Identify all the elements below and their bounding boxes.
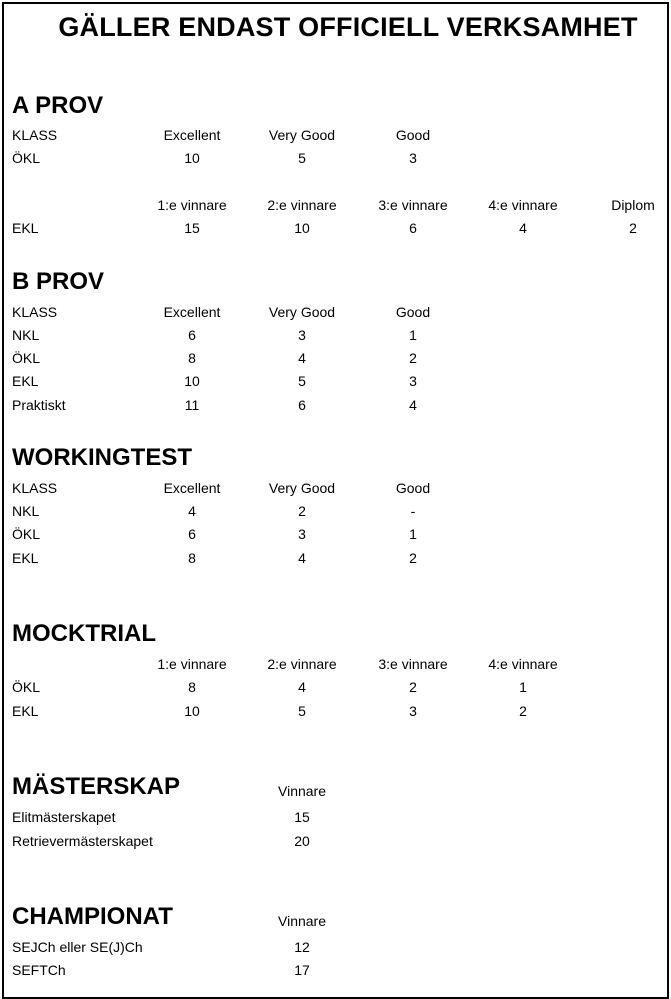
a-prov-header2-diplom: Diplom bbox=[611, 197, 655, 213]
a-prov-row-label: ÖKL bbox=[12, 150, 41, 166]
mocktrial-header-3: 3:e vinnare bbox=[378, 656, 448, 672]
mocktrial-cell: 5 bbox=[298, 703, 306, 719]
a-prov-header-klass: KLASS bbox=[12, 127, 58, 143]
mocktrial-cell: 1 bbox=[519, 679, 527, 695]
b-prov-cell: 11 bbox=[184, 397, 200, 413]
b-prov-header-very-good: Very Good bbox=[268, 304, 336, 320]
a-prov-header-excellent: Excellent bbox=[163, 127, 221, 143]
b-prov-cell: 5 bbox=[298, 373, 306, 389]
a-prov-cell: 10 bbox=[184, 150, 200, 166]
workingtest-cell: 3 bbox=[298, 526, 306, 542]
workingtest-row-label: NKL bbox=[12, 503, 40, 519]
a-prov-header2-1: 1:e vinnare bbox=[157, 197, 227, 213]
workingtest-header-excellent: Excellent bbox=[163, 480, 221, 496]
masterskap-cell: 15 bbox=[294, 809, 310, 825]
a-prov-header2-2: 2:e vinnare bbox=[267, 197, 337, 213]
championat-cell: 12 bbox=[294, 939, 310, 955]
b-prov-row-label: NKL bbox=[12, 327, 40, 343]
b-prov-cell: 8 bbox=[188, 350, 196, 366]
workingtest-row-label: EKL bbox=[12, 550, 39, 566]
workingtest-cell: 2 bbox=[298, 503, 306, 519]
masterskap-cell: 20 bbox=[294, 833, 310, 849]
workingtest-header-klass: KLASS bbox=[12, 480, 58, 496]
mocktrial-cell: 2 bbox=[519, 703, 527, 719]
a-prov-header2-4: 4:e vinnare bbox=[488, 197, 558, 213]
b-prov-cell: 4 bbox=[409, 397, 417, 413]
b-prov-row-label: Praktiskt bbox=[12, 397, 66, 413]
workingtest-row-label: ÖKL bbox=[12, 526, 41, 542]
section-heading-a-prov: A PROV bbox=[12, 92, 104, 119]
b-prov-cell: 4 bbox=[298, 350, 306, 366]
a-prov-header2-3: 3:e vinnare bbox=[378, 197, 448, 213]
masterskap-header-vinnare: Vinnare bbox=[277, 783, 327, 799]
workingtest-cell: 8 bbox=[188, 550, 196, 566]
mocktrial-header-2: 2:e vinnare bbox=[267, 656, 337, 672]
mocktrial-header-4: 4:e vinnare bbox=[488, 656, 558, 672]
workingtest-header-good: Good bbox=[395, 480, 431, 496]
a-prov-row-label: EKL bbox=[12, 220, 39, 236]
a-prov-cell: 3 bbox=[409, 150, 417, 166]
mocktrial-cell: 4 bbox=[298, 679, 306, 695]
b-prov-cell: 1 bbox=[409, 327, 417, 343]
b-prov-header-klass: KLASS bbox=[12, 304, 58, 320]
b-prov-row-label: EKL bbox=[12, 373, 39, 389]
workingtest-cell: - bbox=[410, 503, 416, 519]
b-prov-header-good: Good bbox=[395, 304, 431, 320]
masterskap-row-label: Retrievermästerskapet bbox=[12, 833, 153, 849]
a-prov-cell: 6 bbox=[409, 220, 417, 236]
mocktrial-row-label: EKL bbox=[12, 703, 39, 719]
workingtest-cell: 1 bbox=[409, 526, 417, 542]
b-prov-cell: 10 bbox=[184, 373, 200, 389]
championat-row-label: SEJCh eller SE(J)Ch bbox=[12, 939, 143, 955]
workingtest-header-very-good: Very Good bbox=[268, 480, 336, 496]
a-prov-cell: 5 bbox=[298, 150, 306, 166]
a-prov-header-good: Good bbox=[395, 127, 431, 143]
workingtest-cell: 6 bbox=[188, 526, 196, 542]
workingtest-cell: 4 bbox=[188, 503, 196, 519]
b-prov-cell: 6 bbox=[298, 397, 306, 413]
championat-header-vinnare: Vinnare bbox=[277, 913, 327, 929]
section-heading-b-prov: B PROV bbox=[12, 268, 105, 295]
masterskap-row-label: Elitmästerskapet bbox=[12, 809, 116, 825]
championat-row-label: SEFTCh bbox=[12, 962, 66, 978]
mocktrial-cell: 10 bbox=[184, 703, 200, 719]
section-heading-mocktrial: MOCKTRIAL bbox=[12, 620, 156, 647]
mocktrial-header-1: 1:e vinnare bbox=[157, 656, 227, 672]
workingtest-cell: 4 bbox=[298, 550, 306, 566]
b-prov-header-excellent: Excellent bbox=[163, 304, 221, 320]
document-frame bbox=[2, 2, 669, 999]
page-title: GÄLLER ENDAST OFFICIELL VERKSAMHET bbox=[58, 12, 638, 42]
b-prov-row-label: ÖKL bbox=[12, 350, 41, 366]
a-prov-cell: 2 bbox=[629, 220, 637, 236]
mocktrial-cell: 3 bbox=[409, 703, 417, 719]
section-heading-workingtest: WORKINGTEST bbox=[12, 444, 192, 471]
championat-cell: 17 bbox=[294, 962, 310, 978]
mocktrial-cell: 2 bbox=[409, 679, 417, 695]
section-heading-championat: CHAMPIONAT bbox=[12, 903, 173, 930]
a-prov-cell: 10 bbox=[294, 220, 310, 236]
b-prov-cell: 3 bbox=[298, 327, 306, 343]
section-heading-masterskap: MÄSTERSKAP bbox=[12, 773, 181, 800]
b-prov-cell: 2 bbox=[409, 350, 417, 366]
mocktrial-row-label: ÖKL bbox=[12, 679, 41, 695]
a-prov-cell: 15 bbox=[184, 220, 200, 236]
a-prov-cell: 4 bbox=[519, 220, 527, 236]
b-prov-cell: 6 bbox=[188, 327, 196, 343]
workingtest-cell: 2 bbox=[409, 550, 417, 566]
mocktrial-cell: 8 bbox=[188, 679, 196, 695]
a-prov-header-very-good: Very Good bbox=[268, 127, 336, 143]
b-prov-cell: 3 bbox=[409, 373, 417, 389]
